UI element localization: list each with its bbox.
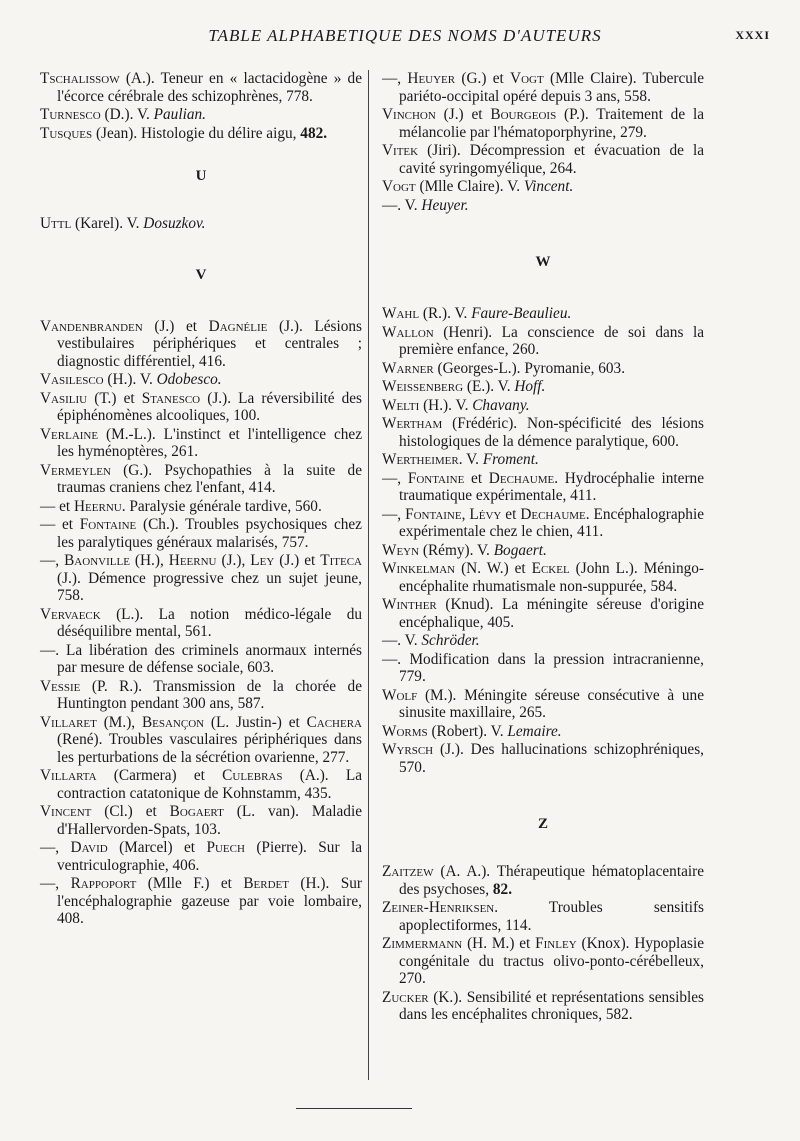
index-entry: Zeiner-Henriksen. Troubles sensitifs apoplectiformes, 114. (382, 899, 704, 934)
index-entry: Uttl (Karel). V. Dosuzkov. (40, 215, 206, 232)
footer-rule (296, 1108, 412, 1109)
index-entry: Wertham (Frédéric). Non-spécificité des lésions histologiques de la démence paralytique, 600. (382, 415, 704, 450)
index-entry: Winkelman (N. W.) et Eckel (John L.). Méningo-encéphalite rhumatismale non-suppurée, 584. (382, 560, 704, 595)
index-entry: Villarta (Carmera) et Culebras (A.). La contraction catatonique de Kohnstamm, 435. (40, 767, 362, 802)
index-entry: Vandenbranden (J.) et Dagnélie (J.). Lésions vestibulaires périphériques et centrales ; diagnostic différentiel, 416. (40, 317, 362, 370)
index-entry: —, David (Marcel) et Puech (Pierre). Sur la ventriculographie, 406. (40, 839, 362, 874)
index-entry: Wyrsch (J.). Des hallucinations schizophréniques, 570. (382, 741, 704, 776)
index-entry: — et Heernu. Paralysie générale tardive, 560. (40, 497, 322, 515)
index-entry: Tusques (Jean). Histologie du délire aigu, 482. (40, 124, 328, 142)
section-letter-z: Z (537, 816, 548, 832)
left-column (40, 70, 362, 929)
index-entry: Turnesco (D.). V. Paulian. (40, 106, 206, 123)
index-entry: —. V. Heuyer. (382, 196, 469, 214)
index-entry: Verlaine (M.-L.). L'instinct et l'intelligence chez les hyménoptères, 261. (40, 425, 362, 460)
index-entry: Zucker (K.). Sensibilité et représentations sensibles dans les encéphalites chroniques, 582. (382, 988, 704, 1023)
index-entry: Villaret (M.), Besançon (L. Justin-) et Cachera (René). Troubles vasculaires périphériques dans les perturbations de la sécrétion ovarienne, 277. (40, 713, 362, 766)
index-entry: Wertheimer. V. Froment. (382, 451, 539, 468)
index-entry: Weyn (Rémy). V. Bogaert. (382, 541, 547, 559)
index-entry: —, Baonville (H.), Heernu (J.), Ley (J.) et Titeca (J.). Démence progressive chez un sujet jeune, 758. (40, 552, 362, 604)
section-letter-u: U (195, 168, 207, 184)
index-entry: Zaitzew (A. A.). Thérapeutique hématoplacentaire des psychoses, 82. (382, 863, 704, 898)
index-entry: —. Modification dans la pression intracranienne, 779. (382, 650, 704, 685)
index-entry: Worms (Robert). V. Lemaire. (382, 722, 562, 740)
index-entry: Wolf (M.). Méningite séreuse consécutive à une sinusite maxillaire, 265. (382, 686, 704, 721)
index-entry: Vogt (Mlle Claire). V. Vincent. (382, 178, 574, 195)
index-entry: Vasiliu (T.) et Stanesco (J.). La réversibilité des épiphénomènes alcooliques, 100. (40, 389, 363, 424)
index-entry: Weissenberg (E.). V. Hoff. (382, 378, 546, 395)
index-entry: Vermeylen (G.). Psychopathies à la suite de traumas craniens chez l'enfant, 414. (40, 461, 362, 496)
section-letter-w: W (535, 254, 551, 270)
index-entry: —, Fontaine, Lévy et Dechaume. Encéphalographie expérimentale chez le chien, 411. (382, 505, 704, 540)
index-entry: Vincent (Cl.) et Bogaert (L. van). Maladie d'Hallervorden-Spats, 103. (40, 803, 362, 838)
index-entry: — et Fontaine (Ch.). Troubles psychosiques chez les paralytiques généraux malarisés, 757. (40, 516, 362, 551)
index-entry: Vinchon (J.) et Bourgeois (P.). Traitement de la mélancolie par l'hématoporphyrine, 279. (382, 106, 704, 141)
index-entry: —. La libération des criminels anormaux internés par mesure de défense sociale, 603. (40, 641, 362, 676)
page-header (40, 26, 770, 56)
index-entry: Vessie (P. R.). Transmission de la chorée de Huntington pendant 300 ans, 587. (40, 677, 362, 712)
index-entry: Wahl (R.). V. Faure-Beaulieu. (382, 305, 572, 322)
right-column (382, 70, 704, 1025)
index-entry: Vasilesco (H.). V. Odobesco. (40, 371, 222, 388)
section-letter-v: V (195, 266, 207, 283)
page-title: TABLE ALPHABETIQUE DES NOMS D'AUTEURS (208, 26, 602, 45)
index-entry: —, Fontaine et Dechaume. Hydrocéphalie interne traumatique expérimentale, 411. (382, 469, 704, 504)
column-divider (368, 70, 369, 1080)
index-entry: Warner (Georges-L.). Pyromanie, 603. (382, 359, 626, 377)
index-entry: —. V. Schröder. (382, 632, 480, 649)
index-entry: —, Rappoport (Mlle F.) et Berdet (H.). Sur l'encéphalographie gazeuse par voie lombaire, 408. (40, 875, 362, 927)
index-entry: —, Heuyer (G.) et Vogt (Mlle Claire). Tubercule pariéto-occipital opéré depuis 3 ans, 558. (382, 70, 704, 105)
index-entry: Welti (H.). V. Chavany. (382, 396, 530, 414)
page-number: XXXI (735, 28, 770, 42)
index-entry: Vitek (Jiri). Décompression et évacuation de la cavité syringomyélique, 264. (382, 142, 704, 177)
index-entry: Tschalissow (A.). Teneur en « lactacidogène » de l'écorce cérébrale des schizophrènes, 778. (40, 70, 362, 105)
index-entry: Zimmermann (H. M.) et Finley (Knox). Hypoplasie congénitale du tractus olivo-ponto-cérébelleux, 270. (382, 935, 704, 987)
index-entry: Vervaeck (L.). La notion médico-légale du déséquilibre mental, 561. (40, 605, 362, 640)
index-entry: Wallon (Henri). La conscience de soi dans la première enfance, 260. (382, 323, 704, 358)
index-entry: Winther (Knud). La méningite séreuse d'origine encéphalique, 405. (382, 596, 704, 631)
